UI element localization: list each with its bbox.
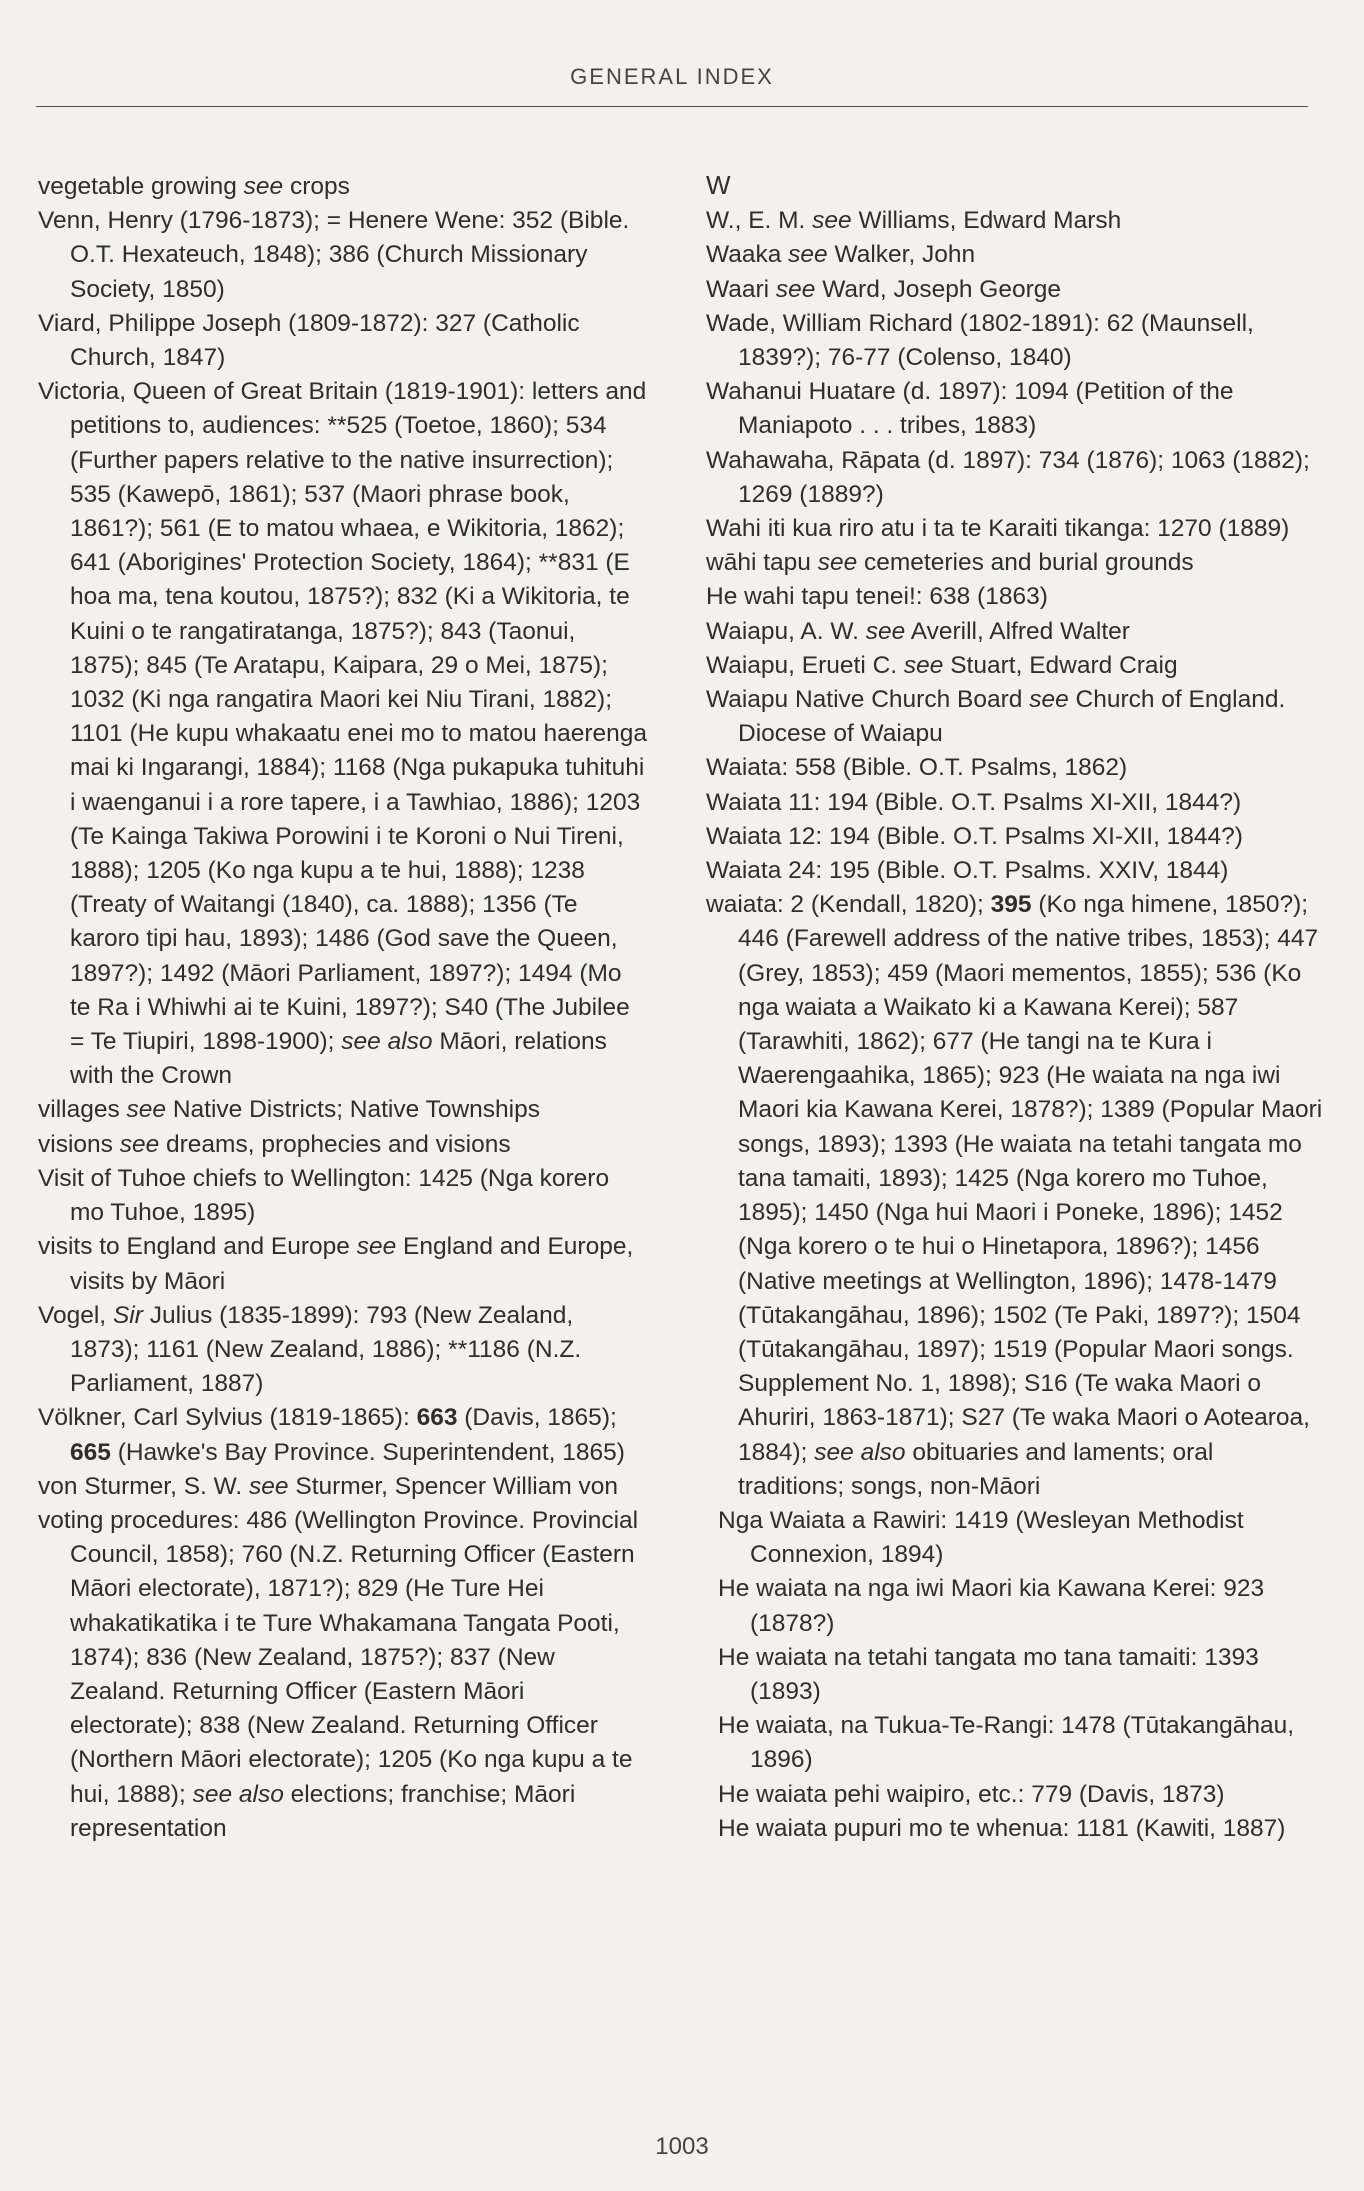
entry-text-run: Waiata 11: 194 (Bible. O.T. Psalms XI-XII, 1844?) [706,788,1242,816]
entry-text-run: Ward, Joseph George [815,275,1061,303]
running-header: GENERAL INDEX [570,64,774,89]
entry-text-run: He waiata na nga iwi Maori kia Kawana Kerei: 923 (1878?) [718,1575,1265,1637]
index-entry [38,1162,648,1230]
entry-text-run: Völkner, Carl Sylvius (1819-1865): [38,1404,417,1432]
entry-text-run: He waiata na tetahi tangata mo tana tamaiti: 1393 (1893) [718,1643,1259,1705]
entry-text-run: England and Europe, visits by Māori [70,1233,634,1295]
entry-text-run: Visit of Tuhoe chiefs to Wellington: 1425 (Nga korero mo Tuhoe, 1895) [38,1164,610,1227]
entry-text-run: Waiapu, Erueti C. [706,651,904,679]
index-entry [38,307,648,375]
entry-text-run: see also [192,1780,284,1808]
entry-text-run: visits to England and Europe [38,1233,357,1261]
entry-text-run: voting procedures: 486 (Wellington Province. Provincial Council, 1858); 760 (N.Z. Returning Officer (Eastern Māori electorate), 1871?); 829 (He Ture Hei whakatikatika i te Ture Whakamana Tangata Pooti, 1874); 836 (New Zealand, 1875?); 837 (New Zealand. Returning Officer (Eastern Māori electorate); 838 (New Zealand. Returning Officer (Northern Māori electorate); 1205 (Ko nga kupu a te hui, 1888); [38,1506,639,1808]
index-entry [38,170,648,204]
entry-text-run: (Ko nga himene, 1850?); 446 (Farewell address of the native tribes, 1853); 447 (Grey, 1853); 459 (Maori mementos, 1855); 536 (Ko nga waiata a Waikato ki a Kawana Kerei); 587 (Tarawhiti, 1862); 677 (He tangi na te Kura i Waerengaahika, 1865); 923 (He waiata na nga iwi Maori kia Kawana Kerei, 1878?); 1389 (Popular Maori songs, 1893); 1393 (He waiata na tetahi tangata mo tana tamaiti, 1893); 1425 (Nga korero mo Tuhoe, 1895); 1450 (Nga hui Maori i Poneke, 1896); 1452 (Nga korero o te hui o Hinetapora, 1896?); 1456 (Native meetings at Wellington, 1896); 1478-1479 (Tūtakangāhau, 1896); 1502 (Te Paki, 1897?); 1504 (Tūtakangāhau, 1897); 1519 (Popular Maori songs. Supplement No. 1, 1898); S16 (Te waka Maori o Ahuriri, 1863-1871); S27 (Te waka Maori o Aotearoa, 1884); [738,891,1323,1466]
entry-text-run: Wahi iti kua riro atu i ta te Karaiti tikanga: 1270 (1889) [706,515,1290,543]
entry-text-run: (Hawke's Bay Province. Superintendent, 1865) [110,1438,625,1466]
entry-text-run: Sturmer, Spencer William von [288,1472,619,1500]
entry-text-run: Sir [112,1301,143,1329]
entry-text-run: see [788,241,828,269]
entry-text-run: dreams, prophecies and visions [159,1130,511,1158]
entry-text-run: He wahi tapu tenei!: 638 (1863) [706,583,1048,611]
entry-text-run: 395 [990,891,1032,919]
entry-text-run: Viard, Philippe Joseph (1809-1872): 327 (Catholic Church, 1847) [38,309,580,372]
index-entry [38,1128,648,1162]
entry-text-run: villages [38,1096,127,1124]
entry-text-run: visions [38,1130,120,1158]
entry-text-run: von Sturmer, S. W. [38,1472,250,1500]
entry-text-run: obituaries and laments; oral traditions; songs, non-Māori [738,1438,1214,1500]
index-entry [706,307,1326,375]
entry-text-run: Waiata 24: 195 (Bible. O.T. Psalms. XXIV, 1844) [706,857,1229,885]
entry-text-run: Venn, Henry (1796-1873); = Henere Wene: 352 (Bible. O.T. Hexateuch, 1848); 386 (Church Missionary Society, 1850) [38,207,630,303]
index-entry [706,580,1326,614]
entry-text-run: Waiapu Native Church Board [706,686,1030,714]
entry-text-run: see [775,275,816,303]
entry-text-run: vegetable growing [38,173,244,200]
entry-text-run: Wahanui Huatare (d. 1897): 1094 (Petition of the Maniapoto . . . tribes, 1883) [706,378,1234,440]
page-number: 1003 [655,2133,709,2160]
entry-text-run: Stuart, Edward Craig [943,651,1178,679]
entry-text-run: He waiata pupuri mo te whenua: 1181 (Kawiti, 1887) [718,1814,1286,1842]
entry-text-run: Victoria, Queen of Great Britain (1819-1901): letters and petitions to, audiences: **525 (Toetoe, 1860); 534 (Further papers relative to the native insurrection); 535 (Kawepō, 1861); 537 (Maori phrase book, 1861?); 561 (E to matou whaea, e Wikitoria, 1862); 641 (Aborigines' Protection Society, 1864); **831 (E hoa ma, tena koutou, 1875?); 832 (Ki a Wikitoria, te Kuini o te rangatiratanga, 1875?); 843 (Taonui, 1875); 845 (Te Aratapu, Kaipara, 29 o Mei, 1875); 1032 (Ki nga rangatira Maori kei Niu Tirani, 1882); 1101 (He kupu whakaatu enei mo to matou haerenga mai ki Ingarangi, 1884); 1168 (Nga pukapuka tuhituhi i waenganui i a rore tapere, i a Tawhiao, 1886); 1203 (Te Kainga Takiwa Porowini i te Koroni o Nui Tireni, 1888); 1205 (Ko nga kupu a te hui, 1888); 1238 (Treaty of Waitangi (1840), ca. 1888); 1356 (Te karoro tipi hau, 1893); 1486 (God save the Queen, 1897?); 1492 (Māori Parliament, 1897?); 1494 (Mo te Ra i Whiwhi ai te Kuini, 1897?); S40 (The Jubilee = Te Tiupiri, 1898-1900); [38,378,648,1056]
index-entry [706,238,1326,272]
index-entry [706,786,1326,820]
entry-text-run: see [865,617,906,645]
entry-text-run: Church of England. Diocese of Waiapu [738,686,1286,748]
entry-text-run: Wahawaha, Rāpata (d. 1897): 734 (1876); 1063 (1882); 1269 (1889?) [706,446,1310,508]
entry-text-run: Vogel, [38,1301,113,1329]
entry-text-run: He waiata, na Tukua-Te-Rangi: 1478 (Tūtakangāhau, 1896) [718,1712,1295,1774]
entry-text-run: W., E. M. [706,207,813,235]
entry-text-run: cemeteries and burial grounds [857,549,1194,577]
index-entry [38,1230,648,1298]
index-entry [38,1299,648,1402]
index-subentry [706,1572,1326,1640]
entry-text-run: Waiata: 558 (Bible. O.T. Psalms, 1862) [706,754,1128,782]
index-subentry [706,1709,1326,1777]
index-entry [706,751,1326,785]
entry-text-run: 663 [416,1404,458,1432]
entry-text-run: see [243,173,284,200]
index-entry [706,204,1326,238]
entry-text-run: waiata: 2 (Kendall, 1820); [706,891,991,919]
entry-text-run: wāhi tapu [706,549,818,577]
entry-text-run: elections; franchise; Māori representation [70,1780,576,1842]
index-entry [706,512,1326,546]
entry-text-run: Wade, William Richard (1802-1891): 62 (Maunsell, 1839?); 76-77 (Colenso, 1840) [706,309,1254,372]
index-entry [706,888,1326,1504]
index-entry [38,1504,648,1846]
entry-text-run: Averill, Alfred Walter [905,617,1130,645]
entry-text-run: see [812,207,852,235]
entry-text-run: Nga Waiata a Rawiri: 1419 (Wesleyan Methodist Connexion, 1894) [718,1506,1244,1569]
entry-text-run: (Davis, 1865); [457,1404,617,1432]
entry-text-run: see [903,651,944,679]
index-entry [706,683,1326,751]
entry-text-run: crops [283,173,350,200]
entry-text-run: Walker, John [827,241,976,269]
entry-text-run: He waiata pehi waipiro, etc.: 779 (Davis, 1873) [718,1780,1225,1808]
index-entry [706,546,1326,580]
index-subentry [706,1778,1326,1812]
index-subentry [706,1641,1326,1709]
entry-text-run: 665 [70,1438,111,1466]
index-entry [38,375,648,1093]
section-letter: W [706,170,731,200]
entry-text-run: see [817,549,858,577]
header-rule [36,106,1308,107]
entry-text-run: see also [341,1028,433,1056]
entry-text-run: Julius (1835-1899): 793 (New Zealand, 1873); 1161 (New Zealand, 1886); **1186 (N.Z. Parliament, 1887) [70,1301,582,1398]
index-subentry [706,1504,1326,1572]
entry-text-run: Native Districts; Native Townships [166,1096,541,1124]
index-column-right [706,168,1326,1846]
index-entry [706,444,1326,512]
index-entry [706,375,1326,443]
entry-text-run: Waaka [706,241,789,269]
index-entry [706,820,1326,854]
index-entry [38,1093,648,1127]
entry-text-run: Māori, relations with the Crown [70,1028,607,1090]
entry-text-run: Waari [706,275,776,303]
entry-text-run: Waiapu, A. W. [706,617,866,645]
index-entry [38,204,648,307]
entry-text-run: see [126,1096,167,1124]
index-entry [706,273,1326,307]
index-entry [38,1470,648,1504]
index-entry [38,1401,648,1469]
index-entry [706,615,1326,649]
index-entry [706,649,1326,683]
entry-text-run: see [249,1472,289,1500]
index-subentry [706,1812,1326,1846]
entry-text-run: see also [814,1438,906,1466]
entry-text-run: see [1029,686,1069,714]
entry-text-run: see [119,1130,160,1158]
entry-text-run: Williams, Edward Marsh [851,207,1122,235]
entry-text-run: Waiata 12: 194 (Bible. O.T. Psalms XI-XII, 1844?) [706,822,1243,850]
index-column-left [38,170,648,1846]
index-entry [706,854,1326,888]
entry-text-run: see [356,1233,397,1261]
